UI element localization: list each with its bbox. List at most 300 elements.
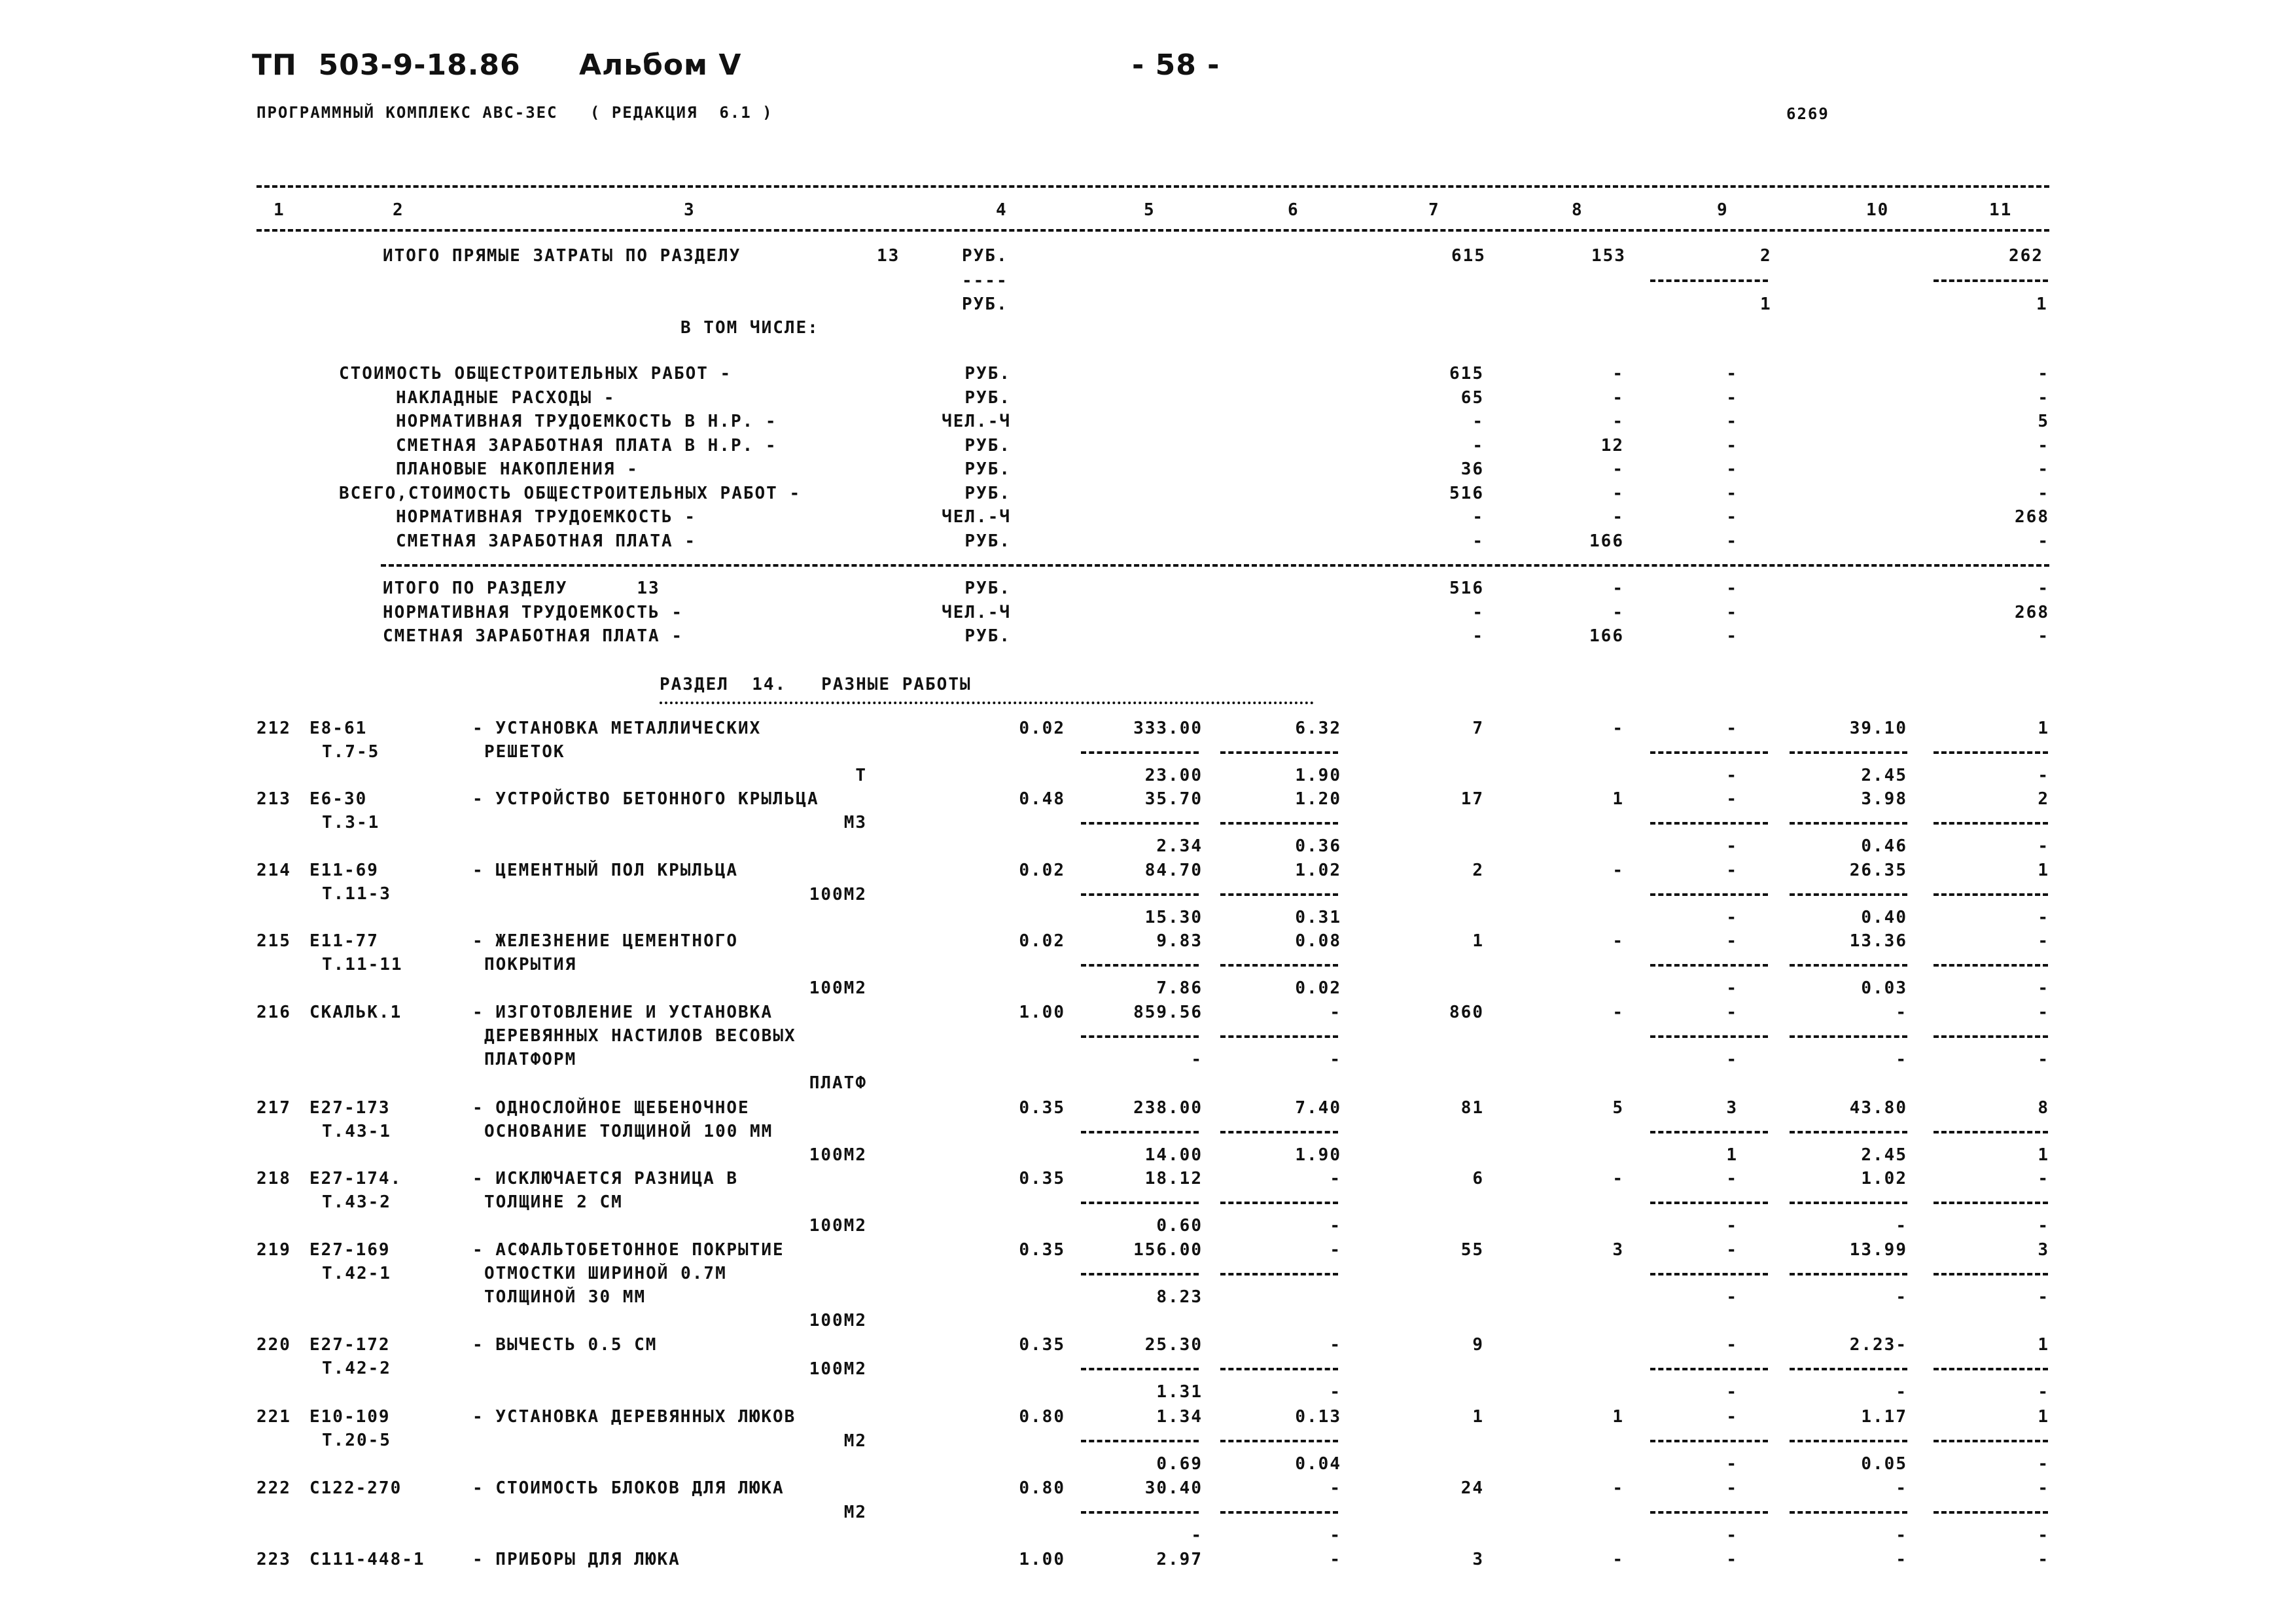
row-ref: Т.43-1 [322, 1122, 391, 1141]
row-col8: 5 [1612, 1098, 1624, 1118]
row-col10-sub: - [1896, 1382, 1907, 1402]
column-number: 10 [1866, 200, 1890, 220]
row-col8: 1 [1612, 1407, 1624, 1427]
row-col7: 1 [1472, 1407, 1484, 1427]
row-sub-rule [1220, 1440, 1338, 1442]
row-col5-sub: 23.00 [1144, 766, 1203, 785]
row-sub-rule [1220, 964, 1338, 967]
row-col6: - [1330, 1003, 1341, 1022]
row-col6: 6.32 [1295, 719, 1341, 738]
row-sub-rule [1081, 964, 1199, 967]
column-number: 3 [684, 200, 696, 220]
row-col11-sub: - [2038, 1382, 2049, 1402]
row-sub-rule [1650, 1368, 1768, 1370]
row-sub-rule [1081, 1368, 1199, 1370]
itogo-col11: - [2038, 626, 2049, 646]
summary-unit: РУБ. [964, 459, 1011, 479]
row-col10-sub: - [1896, 1216, 1907, 1236]
row-unit: 100М2 [809, 1216, 867, 1236]
row-col6-sub: - [1330, 1525, 1341, 1545]
summary-label: СМЕТНАЯ ЗАРАБОТНАЯ ПЛАТА В Н.Р. - [396, 435, 777, 455]
row-col9-sub: - [1726, 1454, 1738, 1474]
total-direct-dash: ---- [962, 271, 1008, 291]
row-col10: - [1896, 1550, 1907, 1569]
row-col11: - [2038, 1003, 2049, 1022]
row-code: Е10-109 [309, 1407, 391, 1427]
row-unit: 100М2 [809, 1311, 867, 1330]
itogo-col8: - [1612, 602, 1624, 622]
itogo-col7: - [1472, 626, 1484, 646]
row-quantity: 0.48 [1019, 789, 1065, 809]
row-code: Е6-30 [309, 789, 368, 809]
row-ref: Т.11-3 [322, 884, 391, 904]
row-number: 220 [256, 1335, 291, 1355]
itogo-col9: - [1726, 626, 1738, 646]
summary-col8: 12 [1600, 435, 1624, 455]
row-col11: 1 [2038, 719, 2049, 738]
row-col11-sub: - [2038, 1216, 2049, 1236]
row-col9: - [1726, 1240, 1738, 1260]
row-col6-sub: 0.04 [1295, 1454, 1341, 1474]
row-sub-rule [1220, 1035, 1338, 1038]
total-direct-section: 13 [877, 246, 900, 266]
row-col7: 9 [1472, 1335, 1484, 1355]
row-number: 217 [256, 1098, 291, 1118]
row-col10-sub: - [1896, 1525, 1907, 1545]
row-quantity: 0.02 [1019, 861, 1065, 880]
row-sub-rule [1934, 822, 2048, 825]
column-number: 11 [1989, 200, 2013, 220]
row-col11-sub: 1 [2038, 1145, 2049, 1165]
row-col9-sub: - [1726, 1216, 1738, 1236]
row-col10: 13.36 [1849, 931, 1907, 951]
row-col10-sub: 0.05 [1861, 1454, 1907, 1474]
summary-col11: - [2038, 459, 2049, 479]
row-quantity: 0.35 [1019, 1240, 1065, 1260]
row-col9: - [1726, 1169, 1738, 1188]
row-col11-sub: - [2038, 908, 2049, 927]
table-header-rule [256, 229, 2049, 232]
column-number: 6 [1288, 200, 1299, 220]
row-col6-sub: 1.90 [1295, 1145, 1341, 1165]
row-number: 216 [256, 1003, 291, 1022]
row-col6-sub: - [1330, 1382, 1341, 1402]
summary-unit: ЧЕЛ.-Ч [942, 507, 1011, 527]
row-col7: 1 [1472, 931, 1484, 951]
row-col5-sub: 0.69 [1156, 1454, 1203, 1474]
summary-col7: - [1472, 507, 1484, 527]
row-col5: 9.83 [1156, 931, 1203, 951]
itogo-label: СМЕТНАЯ ЗАРАБОТНАЯ ПЛАТА - [383, 626, 683, 646]
summary-col9: - [1726, 483, 1738, 503]
row-unit: Т [855, 766, 867, 785]
row-col8: - [1612, 1550, 1624, 1569]
row-sub-rule [1650, 1440, 1768, 1442]
row-sub-rule [1790, 822, 1907, 825]
row-sub-rule [1081, 1511, 1199, 1514]
row-ref: Т.3-1 [322, 813, 380, 832]
row-number: 213 [256, 789, 291, 809]
row-col8: 1 [1612, 789, 1624, 809]
row-quantity: 0.35 [1019, 1169, 1065, 1188]
summary-unit: РУБ. [964, 531, 1011, 551]
summary-col11: - [2038, 435, 2049, 455]
row-code: Е27-173 [309, 1098, 391, 1118]
row-sub-rule [1220, 1511, 1338, 1514]
row-col9-sub: - [1726, 1525, 1738, 1545]
row-sub-rule [1650, 822, 1768, 825]
total-direct-col9-rule [1650, 279, 1768, 282]
column-number: 8 [1572, 200, 1583, 220]
row-col9: 3 [1726, 1098, 1738, 1118]
row-code: Е27-172 [309, 1335, 391, 1355]
row-number: 215 [256, 931, 291, 951]
row-col7: 24 [1460, 1478, 1484, 1498]
row-col10-sub: - [1896, 1287, 1907, 1307]
row-col6-sub: 0.36 [1295, 836, 1341, 856]
row-description: ОТМОСТКИ ШИРИНОЙ 0.7М [484, 1264, 727, 1283]
row-description: - ИСКЛЮЧАЕТСЯ РАЗНИЦА В [472, 1169, 739, 1188]
row-col6: 7.40 [1295, 1098, 1341, 1118]
row-col11-sub: - [2038, 836, 2049, 856]
itogo-col8: - [1612, 579, 1624, 598]
row-col7: 860 [1449, 1003, 1484, 1022]
summary-label: НОРМАТИВНАЯ ТРУДОЕМКОСТЬ - [396, 507, 696, 527]
row-col10-sub: 0.46 [1861, 836, 1907, 856]
row-col11-sub: - [2038, 766, 2049, 785]
row-col10: 3.98 [1861, 789, 1907, 809]
row-number: 223 [256, 1550, 291, 1569]
row-col5-sub: 14.00 [1144, 1145, 1203, 1165]
summary-col11: 5 [2038, 412, 2049, 431]
column-number: 1 [274, 200, 285, 220]
total-direct-col9b: 1 [1760, 294, 1772, 314]
row-ref: Т.11-11 [322, 955, 403, 974]
row-sub-rule [1081, 751, 1199, 754]
row-col10-sub: 2.45 [1861, 766, 1907, 785]
summary-col9: - [1726, 531, 1738, 551]
row-sub-rule [1650, 751, 1768, 754]
summary-unit: РУБ. [964, 364, 1011, 383]
row-col11: 1 [2038, 1335, 2049, 1355]
row-sub-rule [1934, 751, 2048, 754]
row-col9-sub: - [1726, 766, 1738, 785]
row-col5-sub: 7.86 [1156, 978, 1203, 998]
row-quantity: 0.80 [1019, 1407, 1065, 1427]
row-col8: - [1612, 719, 1624, 738]
summary-col7: 65 [1460, 387, 1484, 408]
row-code: Е11-69 [309, 861, 379, 880]
row-col11: - [2038, 1550, 2049, 1569]
itogo-unit: РУБ. [964, 626, 1011, 646]
row-unit: 100М2 [809, 1359, 867, 1379]
row-col7: 7 [1472, 719, 1484, 738]
row-col9: - [1726, 789, 1738, 809]
row-sub-rule [1934, 1131, 2048, 1133]
section-title-rule [660, 702, 1314, 704]
row-sub-rule [1081, 1035, 1199, 1038]
row-col6: 1.20 [1295, 789, 1341, 809]
summary-col9: - [1726, 387, 1738, 408]
row-col10: 2.23- [1849, 1335, 1907, 1355]
row-sub-rule [1220, 893, 1338, 896]
row-number: 219 [256, 1240, 291, 1260]
row-description: РЕШЕТОК [484, 742, 565, 762]
row-col11: - [2038, 1478, 2049, 1498]
total-direct-col11-rule [1934, 279, 2048, 282]
row-sub-rule [1650, 1035, 1768, 1038]
row-quantity: 0.02 [1019, 719, 1065, 738]
row-col9: - [1726, 1003, 1738, 1022]
summary-col8: - [1612, 364, 1624, 383]
row-col10: 1.17 [1861, 1407, 1907, 1427]
row-col5: 333.00 [1133, 719, 1203, 738]
row-description: - УСТАНОВКА ДЕРЕВЯННЫХ ЛЮКОВ [472, 1407, 796, 1427]
summary-col8: - [1612, 483, 1624, 503]
page-number: - 58 - [1132, 48, 1220, 82]
row-number: 221 [256, 1407, 291, 1427]
row-sub-rule [1790, 751, 1907, 754]
row-sub-rule [1650, 1273, 1768, 1275]
row-unit: 100М2 [809, 1145, 867, 1165]
summary-unit: РУБ. [964, 435, 1011, 455]
row-sub-rule [1650, 1131, 1768, 1133]
summary-col11: 268 [2015, 507, 2049, 527]
row-sub-rule [1790, 1368, 1907, 1370]
row-col9: - [1726, 931, 1738, 951]
row-col7: 3 [1472, 1550, 1484, 1569]
row-code: Е11-77 [309, 931, 379, 951]
itogo-col7: 516 [1449, 579, 1484, 598]
row-col7: 2 [1472, 861, 1484, 880]
row-col5-sub: 2.34 [1156, 836, 1203, 856]
row-code: Е27-169 [309, 1240, 391, 1260]
row-sub-rule [1790, 893, 1907, 896]
row-col10: - [1896, 1003, 1907, 1022]
summary-col9: - [1726, 459, 1738, 479]
summary-col11: - [2038, 364, 2049, 383]
summary-col8: - [1612, 387, 1624, 408]
row-sub-rule [1790, 1035, 1907, 1038]
row-sub-rule [1650, 1202, 1768, 1204]
row-col7: 17 [1460, 789, 1484, 809]
row-col6-sub: - [1330, 1216, 1341, 1236]
row-code: Е27-174. [309, 1169, 402, 1188]
row-quantity: 1.00 [1019, 1550, 1065, 1569]
row-col11-sub: - [2038, 978, 2049, 998]
row-col7: 81 [1460, 1098, 1484, 1118]
row-ref: Т.42-2 [322, 1359, 391, 1378]
column-number: 4 [996, 200, 1008, 220]
row-sub-rule [1081, 1202, 1199, 1204]
table-top-rule [256, 185, 2049, 188]
row-col10: 26.35 [1849, 861, 1907, 880]
section-title: РАЗДЕЛ 14. РАЗНЫЕ РАБОТЫ [660, 675, 972, 694]
row-description: - ЦЕМЕНТНЫЙ ПОЛ КРЫЛЬЦА [472, 861, 739, 880]
row-sub-rule [1650, 964, 1768, 967]
row-unit: М2 [843, 1503, 867, 1522]
row-col9-sub: - [1726, 1050, 1738, 1069]
row-col10-sub: 0.40 [1861, 908, 1907, 927]
total-direct-col8: 153 [1591, 246, 1626, 266]
row-description: - ВЫЧЕСТЬ 0.5 СМ [472, 1335, 658, 1355]
row-col5: 35.70 [1144, 789, 1203, 809]
row-col11: 1 [2038, 1407, 2049, 1427]
row-sub-rule [1790, 1202, 1907, 1204]
itogo-unit: ЧЕЛ.-Ч [942, 602, 1011, 622]
row-sub-rule [1081, 893, 1199, 896]
row-col5: 25.30 [1144, 1335, 1203, 1355]
summary-col8: - [1612, 459, 1624, 479]
itogo-label: ИТОГО ПО РАЗДЕЛУ 13 [383, 579, 660, 598]
row-description: ПЛАТФОРМ [484, 1050, 577, 1069]
program-title: ПРОГРАММНЫЙ КОМПЛЕКС АВС-3ЕС ( РЕДАКЦИЯ 6.1 ) [256, 103, 773, 122]
row-col10: 1.02 [1861, 1169, 1907, 1188]
total-direct-label: ИТОГО ПРЯМЫЕ ЗАТРАТЫ ПО РАЗДЕЛУ [383, 246, 741, 266]
row-col9-sub: - [1726, 908, 1738, 927]
summary-col9: - [1726, 412, 1738, 431]
row-col5-sub: 15.30 [1144, 908, 1203, 927]
row-col10: 13.99 [1849, 1240, 1907, 1260]
row-col11: - [2038, 1169, 2049, 1188]
row-col6: - [1330, 1478, 1341, 1498]
row-col9: - [1726, 861, 1738, 880]
summary-unit: ЧЕЛ.-Ч [942, 412, 1011, 431]
summary-label: ПЛАНОВЫЕ НАКОПЛЕНИЯ - [396, 459, 639, 479]
row-col11: 2 [2038, 789, 2049, 809]
row-col11-sub: - [2038, 1454, 2049, 1474]
row-col8: - [1612, 861, 1624, 880]
total-direct-col9: 2 [1760, 246, 1772, 266]
row-number: 212 [256, 719, 291, 738]
summary-label: СТОИМОСТЬ ОБЩЕСТРОИТЕЛЬНЫХ РАБОТ - [339, 364, 732, 383]
row-description: ПОКРЫТИЯ [484, 955, 577, 974]
row-col8: 3 [1612, 1240, 1624, 1260]
summary-col7: 516 [1449, 483, 1484, 503]
summary-col7: 615 [1449, 364, 1484, 383]
row-quantity: 0.02 [1019, 931, 1065, 951]
row-unit: ПЛАТФ [809, 1073, 867, 1093]
row-sub-rule [1220, 1273, 1338, 1275]
row-ref: Т.42-1 [322, 1264, 391, 1283]
row-description: ТОЛЩИНЕ 2 СМ [484, 1192, 623, 1212]
row-col6: - [1330, 1550, 1341, 1569]
row-sub-rule [1220, 1202, 1338, 1204]
row-sub-rule [1790, 1440, 1907, 1442]
row-code: С111-448-1 [309, 1550, 425, 1569]
summary-col11: - [2038, 483, 2049, 503]
row-sub-rule [1220, 1368, 1338, 1370]
total-direct-unit-2: РУБ. [962, 294, 1008, 314]
row-col11-sub: - [2038, 1287, 2049, 1307]
itogo-unit: РУБ. [964, 579, 1011, 598]
program-code: 6269 [1786, 105, 1829, 123]
row-col5-sub: 1.31 [1156, 1382, 1203, 1402]
row-sub-rule [1081, 1440, 1199, 1442]
row-col5-sub: 8.23 [1156, 1287, 1203, 1307]
row-col5-sub: - [1191, 1050, 1203, 1069]
itogo-col7: - [1472, 602, 1484, 622]
row-sub-rule [1934, 964, 2048, 967]
summary-col9: - [1726, 364, 1738, 383]
row-col6: - [1330, 1335, 1341, 1355]
row-description: - СТОИМОСТЬ БЛОКОВ ДЛЯ ЛЮКА [472, 1478, 785, 1498]
row-sub-rule [1790, 964, 1907, 967]
row-col10: 39.10 [1849, 719, 1907, 738]
row-col5-sub: - [1191, 1525, 1203, 1545]
row-sub-rule [1790, 1131, 1907, 1133]
row-col9: - [1726, 1478, 1738, 1498]
row-col5: 238.00 [1133, 1098, 1203, 1118]
row-sub-rule [1220, 822, 1338, 825]
row-ref: Т.43-2 [322, 1192, 391, 1212]
document-code: ТП 503-9-18.86 [252, 48, 521, 82]
row-description: - ОДНОСЛОЙНОЕ ЩЕБЕНОЧНОЕ [472, 1098, 750, 1118]
total-direct-col11: 262 [2009, 246, 2043, 266]
column-number: 9 [1717, 200, 1729, 220]
row-col6-sub: 0.02 [1295, 978, 1341, 998]
row-col5: 2.97 [1156, 1550, 1203, 1569]
row-col6-sub: 0.31 [1295, 908, 1341, 927]
row-number: 222 [256, 1478, 291, 1498]
row-description: - ИЗГОТОВЛЕНИЕ И УСТАНОВКА [472, 1003, 773, 1022]
row-description: ДЕРЕВЯННЫХ НАСТИЛОВ ВЕСОВЫХ [484, 1026, 796, 1046]
row-code: Е8-61 [309, 719, 368, 738]
row-unit: М2 [843, 1431, 867, 1451]
row-sub-rule [1934, 1511, 2048, 1514]
row-col10: 43.80 [1849, 1098, 1907, 1118]
row-col9-sub: - [1726, 1382, 1738, 1402]
row-unit: 100М2 [809, 978, 867, 998]
itogo-col8: 166 [1589, 626, 1624, 646]
row-col6: 0.13 [1295, 1407, 1341, 1427]
row-ref: Т.20-5 [322, 1431, 391, 1450]
row-unit: М3 [843, 813, 867, 832]
row-code: С122-270 [309, 1478, 402, 1498]
summary-label: НАКЛАДНЫЕ РАСХОДЫ - [396, 387, 616, 408]
row-col11: 8 [2038, 1098, 2049, 1118]
row-sub-rule [1081, 1273, 1199, 1275]
row-col8: - [1612, 1169, 1624, 1188]
row-ref: Т.7-5 [322, 742, 380, 762]
row-sub-rule [1081, 822, 1199, 825]
summary-label: НОРМАТИВНАЯ ТРУДОЕМКОСТЬ В Н.Р. - [396, 412, 777, 431]
row-description: - ЖЕЛЕЗНЕНИЕ ЦЕМЕНТНОГО [472, 931, 739, 951]
row-col9-sub: - [1726, 978, 1738, 998]
row-col7: 6 [1472, 1169, 1484, 1188]
row-col9-sub: - [1726, 836, 1738, 856]
row-sub-rule [1790, 1511, 1907, 1514]
row-sub-rule [1220, 1131, 1338, 1133]
row-col6-sub: 1.90 [1295, 766, 1341, 785]
row-col8: - [1612, 1478, 1624, 1498]
row-col8: - [1612, 931, 1624, 951]
column-number: 5 [1144, 200, 1156, 220]
itogo-col9: - [1726, 602, 1738, 622]
summary-col9: - [1726, 507, 1738, 527]
row-sub-rule [1790, 1273, 1907, 1275]
row-sub-rule [1934, 893, 2048, 896]
row-col10-sub: 0.03 [1861, 978, 1907, 998]
row-unit: 100М2 [809, 885, 867, 904]
summary-col8: 166 [1589, 531, 1624, 551]
row-col10-sub: - [1896, 1050, 1907, 1069]
row-sub-rule [1650, 893, 1768, 896]
row-number: 214 [256, 861, 291, 880]
itogo-col11: 268 [2015, 602, 2049, 622]
row-quantity: 0.35 [1019, 1335, 1065, 1355]
total-direct-col11b: 1 [2036, 294, 2048, 314]
